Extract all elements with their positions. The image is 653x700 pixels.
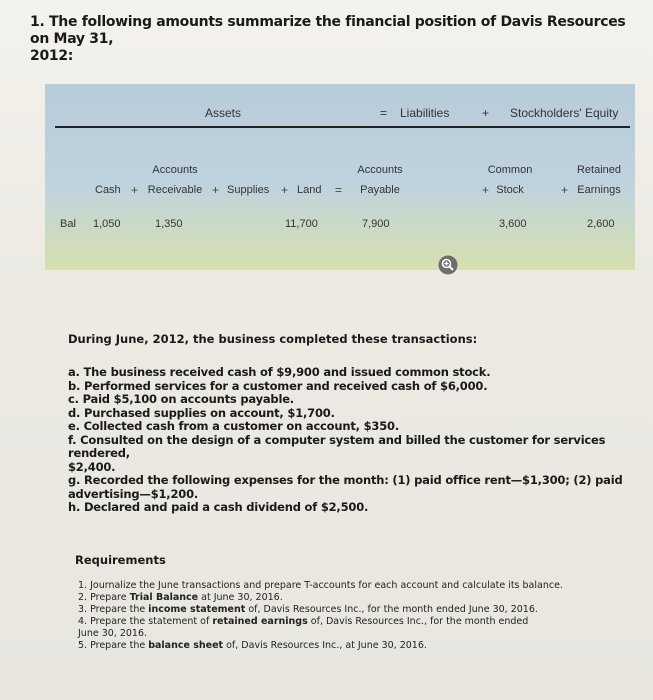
requirement-4-cont [78, 628, 638, 640]
balance-cs: 3,600 [499, 218, 527, 230]
liabilities-header: Liabilities [400, 106, 450, 120]
plus-op-3: + [281, 183, 289, 197]
cs-line-1: Common [487, 164, 533, 176]
requirements-heading: Requirements [75, 553, 166, 567]
requirement-3 [78, 604, 638, 616]
transaction-g-cont: advertising—$1,200. [68, 486, 199, 501]
col-supplies: Supplies [227, 184, 270, 196]
col-land: Land [297, 184, 322, 196]
balance-re: 2,600 [587, 218, 615, 230]
req-bold: balance sheet [148, 640, 224, 651]
plus-op-2: + [212, 183, 220, 197]
title-line-1: 1. The following amounts summarize the financial position of Davis Resources on May 31, [30, 14, 626, 47]
transaction-f-cont: $2,400. [68, 459, 116, 474]
col-accounts-receivable [145, 164, 205, 197]
equals-op: = [335, 183, 343, 197]
balance-cash: 1,050 [93, 218, 121, 230]
req-bold: income statement [148, 604, 246, 615]
req-bold: retained earnings [212, 616, 308, 627]
req-text: 4. Prepare the statement of [78, 616, 213, 627]
col-accounts-payable [350, 164, 410, 197]
req-text: 5. Prepare the [78, 640, 149, 651]
balance-land: 11,700 [285, 218, 318, 230]
cs-line-2: Stock [496, 184, 524, 196]
plus-op-5: + [561, 183, 569, 197]
plus-op-4: + [482, 183, 490, 197]
re-line-2: Earnings [577, 184, 621, 196]
problem-title [30, 14, 630, 65]
req-text: 2. Prepare [78, 592, 130, 603]
ap-line-1: Accounts [357, 164, 403, 176]
transactions-intro: During June, 2012, the business completed these transactions: [68, 332, 478, 346]
re-line-1: Retained [576, 164, 622, 176]
requirement-5 [78, 640, 638, 652]
requirement-1 [78, 580, 638, 592]
transaction-c: c. Paid $5,100 on accounts payable. [68, 392, 294, 406]
req-text: June 30, 2016. [78, 628, 148, 639]
title-line-2: 2012: [30, 48, 74, 64]
col-cash: Cash [95, 184, 121, 196]
transaction-a: a. The business received cash of $9,900 and issued common stock. [68, 365, 491, 379]
transactions-list [68, 366, 638, 515]
header-rule [55, 126, 630, 128]
transaction-b: b. Performed services for a customer and received cash of $6,000. [68, 378, 488, 393]
assets-header: Assets [205, 106, 242, 120]
plus-op-1: + [131, 183, 139, 197]
req-text: of, Davis Resources Inc., for the month ended June 30, 2016. [245, 604, 538, 615]
transaction-f: f. Consulted on the design of a computer system and billed the customer for services rendered, [68, 432, 606, 460]
transaction-d: d. Purchased supplies on account, $1,700. [68, 405, 335, 420]
ap-line-2: Payable [360, 184, 400, 196]
transaction-h: h. Declared and paid a cash dividend of $2,500. [68, 500, 369, 514]
equity-header: Stockholders' Equity [510, 106, 619, 120]
ar-line-2: Receivable [147, 184, 203, 196]
transaction-g: g. Recorded the following expenses for the month: (1) paid office rent—$1,300; (2) paid [68, 473, 623, 487]
col-retained-earnings [569, 164, 629, 197]
requirements-list [78, 580, 638, 652]
transaction-e: e. Collected cash from a customer on account, $350. [68, 419, 399, 433]
req-text: of, Davis Resources Inc., at June 30, 2016. [223, 640, 427, 651]
zoom-magnifier-icon[interactable] [438, 255, 458, 275]
balance-ar: 1,350 [155, 218, 183, 230]
balance-ap: 7,900 [362, 218, 390, 230]
ar-line-1: Accounts [152, 164, 198, 176]
requirement-2 [78, 592, 638, 604]
requirement-4 [78, 616, 638, 628]
req-text: 1. Journalize the June transactions and prepare T-accounts for each account and calculate its balance. [78, 580, 563, 591]
balance-label: Bal [60, 218, 76, 230]
req-text: of, Davis Resources Inc., for the month ended [307, 616, 529, 627]
equals-sign: = [380, 106, 388, 120]
plus-sign: + [482, 106, 490, 120]
col-common-stock [480, 164, 540, 197]
req-text: at June 30, 2016. [198, 592, 283, 603]
req-bold: Trial Balance [129, 592, 199, 603]
req-text: 3. Prepare the [78, 604, 149, 615]
accounting-equation-table [45, 84, 635, 270]
